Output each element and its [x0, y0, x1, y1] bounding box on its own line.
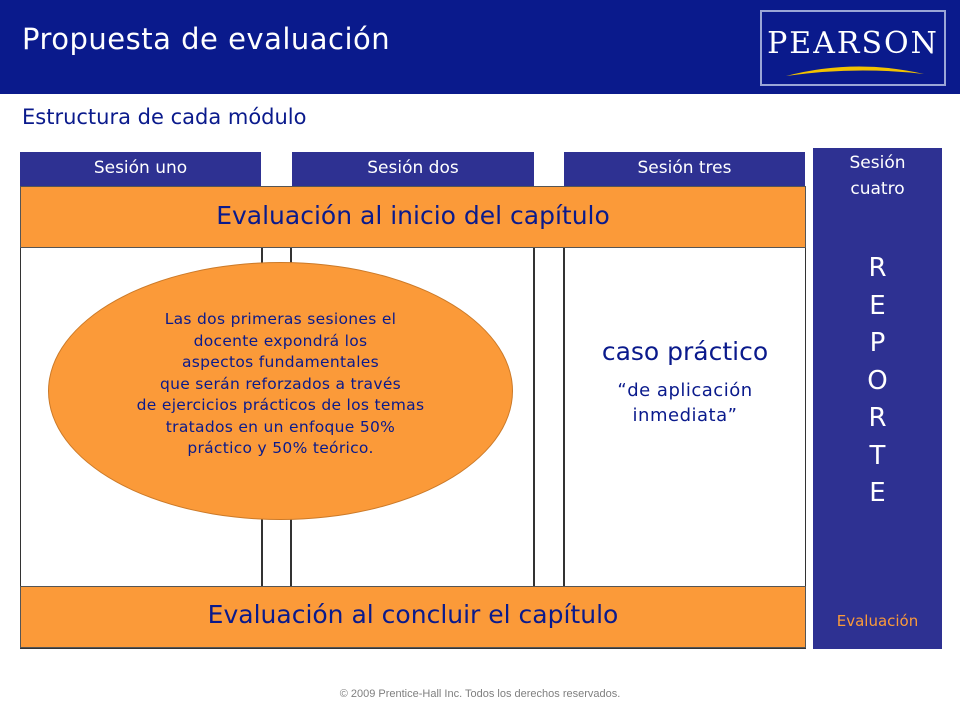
reporte-letter: E [869, 478, 886, 508]
reporte-letter: E [869, 290, 886, 321]
reporte-vertical-text [813, 250, 942, 513]
session-four-label-line1: Sesión [849, 153, 906, 173]
case-study-title: caso práctico [601, 337, 769, 366]
explanation-text: Las dos primeras sesiones el docente expondrá los aspectos fundamentales que serán reforzados a través de ejercicios prácticos de los temas tratados en un enfoque 50% práctico y 50% teórico. [136, 310, 425, 457]
session-four-tab [813, 150, 942, 202]
session-two-tab: Sesión dos [292, 152, 534, 186]
reporte-letter: O [867, 365, 888, 396]
session-four-evaluation-label: Evaluación [836, 612, 919, 630]
logo-swoosh-icon [782, 62, 928, 80]
pearson-logo [760, 10, 946, 86]
reporte-letter: R [868, 403, 887, 433]
logo-text: PEARSON [767, 26, 939, 61]
session-gap-2 [534, 186, 564, 649]
reporte-letter: R [868, 253, 887, 283]
evaluation-end-band: Evaluación al concluir el capítulo [20, 586, 806, 648]
page-title: Propuesta de evaluación [22, 22, 391, 56]
session-one-tab: Sesión uno [20, 152, 261, 186]
session-three-tab: Sesión tres [564, 152, 805, 186]
evaluation-start-band: Evaluación al inicio del capítulo [20, 186, 806, 248]
reporte-letter: P [869, 328, 886, 358]
session-four-label-line2: cuatro [850, 179, 905, 199]
reporte-letter: T [869, 440, 886, 471]
copyright-footer: © 2009 Prentice-Hall Inc. Todos los derechos reservados. [339, 688, 621, 700]
case-study-subtitle: “de aplicación inmediata” [617, 380, 753, 426]
section-subtitle: Estructura de cada módulo [22, 105, 307, 129]
